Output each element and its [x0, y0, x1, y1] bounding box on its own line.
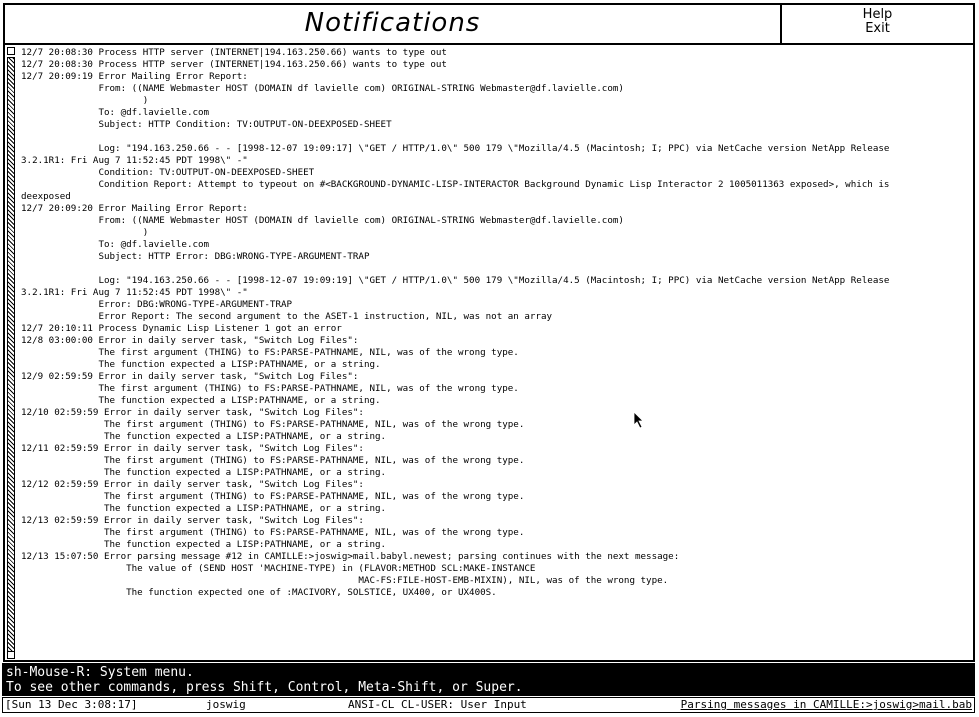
log-line: Error Report: The second argument to the ASET-1 instruction, NIL, was not an array	[21, 311, 553, 322]
scroll-bottom-box[interactable]	[7, 651, 15, 659]
log-line: Condition: TV:OUTPUT-ON-DEEXPOSED-SHEET	[21, 167, 315, 178]
window-title: Notifications	[5, 5, 782, 43]
log-line: )	[21, 95, 149, 106]
log-line: Subject: HTTP Error: DBG:WRONG-TYPE-ARGUMENT-TRAP	[21, 251, 370, 262]
log-line: Log: "194.163.250.66 - - [1998-12-07 19:09:19] \"GET / HTTP/1.0\" 500 179 \"Mozilla/4.5 (Macintosh; I; PPC) via NetCache version NetApp Release	[21, 275, 890, 286]
log-line: The first argument (THING) to FS:PARSE-PATHNAME, NIL, was of the wrong type.	[21, 455, 525, 466]
log-line: The first argument (THING) to FS:PARSE-PATHNAME, NIL, was of the wrong type.	[21, 527, 525, 538]
log-line: 12/7 20:08:30 Process HTTP server (INTERNET|194.163.250.66) wants to type out	[21, 59, 447, 70]
log-line: deexposed	[21, 191, 71, 202]
log-line: The value of (SEND HOST 'MACHINE-TYPE) in (FLAVOR:METHOD SCL:MAKE-INSTANCE	[21, 563, 536, 574]
command-menu	[782, 8, 973, 36]
log-line: Log: "194.163.250.66 - - [1998-12-07 19:09:17] \"GET / HTTP/1.0\" 500 179 \"Mozilla/4.5 (Macintosh; I; PPC) via NetCache version NetApp Release	[21, 143, 890, 154]
log-line: 12/7 20:10:11 Process Dynamic Lisp Listener 1 got an error	[21, 323, 342, 334]
log-line: Error: DBG:WRONG-TYPE-ARGUMENT-TRAP	[21, 299, 293, 310]
mouse-doc-line	[2, 663, 975, 696]
help-menu-item[interactable]: Help	[862, 7, 893, 22]
log-line: 12/11 02:59:59 Error in daily server task, "Switch Log Files":	[21, 443, 364, 454]
status-user: joswig	[206, 698, 246, 711]
log-line: To: @df.lavielle.com	[21, 239, 210, 250]
log-line: Condition Report: Attempt to typeout on #<BACKGROUND-DYNAMIC-LISP-INTERACTOR Background Dynamic Lisp Interactor 2 1005011363 exposed>, which is	[21, 179, 890, 190]
log-line: The function expected one of :MACIVORY, SOLSTICE, UX400, or UX400S.	[21, 587, 497, 598]
status-package: ANSI-CL CL-USER: User Input	[348, 698, 527, 711]
log-line: From: ((NAME Webmaster HOST (DOMAIN df lavielle com) ORIGINAL-STRING Webmaster@df.lavielle.com)	[21, 83, 624, 94]
log-line: 12/7 20:08:30 Process HTTP server (INTERNET|194.163.250.66) wants to type out	[21, 47, 447, 58]
log-line: Subject: HTTP Condition: TV:OUTPUT-ON-DEEXPOSED-SHEET	[21, 119, 392, 130]
log-line: MAC-FS:FILE-HOST-EMB-MIXIN), NIL, was of the wrong type.	[21, 575, 669, 586]
log-line: The first argument (THING) to FS:PARSE-PATHNAME, NIL, was of the wrong type.	[21, 419, 525, 430]
status-time: [Sun 13 Dec 3:08:17]	[5, 698, 138, 711]
log-line: The function expected a LISP:PATHNAME, or a string.	[21, 503, 387, 514]
log-line: 12/7 20:09:19 Error Mailing Error Report:	[21, 71, 248, 82]
notification-log	[21, 47, 969, 659]
log-line: 12/7 20:09:20 Error Mailing Error Report:	[21, 203, 248, 214]
log-line: The function expected a LISP:PATHNAME, or a string.	[21, 431, 387, 442]
log-line: 12/10 02:59:59 Error in daily server task, "Switch Log Files":	[21, 407, 364, 418]
notifications-window	[3, 3, 975, 662]
log-line: The function expected a LISP:PATHNAME, or a string.	[21, 539, 387, 550]
scroll-thumb[interactable]	[7, 57, 15, 657]
status-line	[2, 697, 975, 713]
log-line	[21, 131, 969, 143]
log-line: The first argument (THING) to FS:PARSE-PATHNAME, NIL, was of the wrong type.	[21, 491, 525, 502]
exit-menu-item[interactable]: Exit	[865, 21, 890, 36]
log-line: The function expected a LISP:PATHNAME, or a string.	[21, 467, 387, 478]
log-line: The first argument (THING) to FS:PARSE-PATHNAME, NIL, was of the wrong type.	[21, 347, 519, 358]
help-line-2: To see other commands, press Shift, Control, Meta-Shift, or Super.	[6, 680, 523, 695]
log-line: The function expected a LISP:PATHNAME, or a string.	[21, 359, 381, 370]
mouse-pointer-icon	[633, 411, 645, 429]
log-line: 12/12 02:59:59 Error in daily server task, "Switch Log Files":	[21, 479, 364, 490]
log-line: To: @df.lavielle.com	[21, 107, 210, 118]
log-line: The first argument (THING) to FS:PARSE-PATHNAME, NIL, was of the wrong type.	[21, 383, 519, 394]
log-line: 12/8 03:00:00 Error in daily server task, "Switch Log Files":	[21, 335, 359, 346]
log-line: The function expected a LISP:PATHNAME, or a string.	[21, 395, 381, 406]
log-line: 12/13 02:59:59 Error in daily server task, "Switch Log Files":	[21, 515, 364, 526]
scrollbar[interactable]	[7, 47, 15, 659]
log-line: 3.2.1R1: Fri Aug 7 11:52:45 PDT 1998\" -"	[21, 155, 248, 166]
log-line: )	[21, 227, 149, 238]
log-line: 12/13 15:07:50 Error parsing message #12 in CAMILLE:>joswig>mail.babyl.newest; parsing continues with the next message:	[21, 551, 680, 562]
status-process: Parsing messages in CAMILLE:>joswig>mail.bab	[680, 698, 972, 711]
log-line: From: ((NAME Webmaster HOST (DOMAIN df lavielle com) ORIGINAL-STRING Webmaster@df.lavielle.com)	[21, 215, 624, 226]
scroll-top-box[interactable]	[7, 47, 15, 55]
log-line: 12/9 02:59:59 Error in daily server task, "Switch Log Files":	[21, 371, 359, 382]
log-line: 3.2.1R1: Fri Aug 7 11:52:45 PDT 1998\" -"	[21, 287, 248, 298]
help-line-1: sh-Mouse-R: System menu.	[6, 665, 194, 680]
title-bar	[5, 5, 973, 45]
log-line	[21, 263, 969, 275]
